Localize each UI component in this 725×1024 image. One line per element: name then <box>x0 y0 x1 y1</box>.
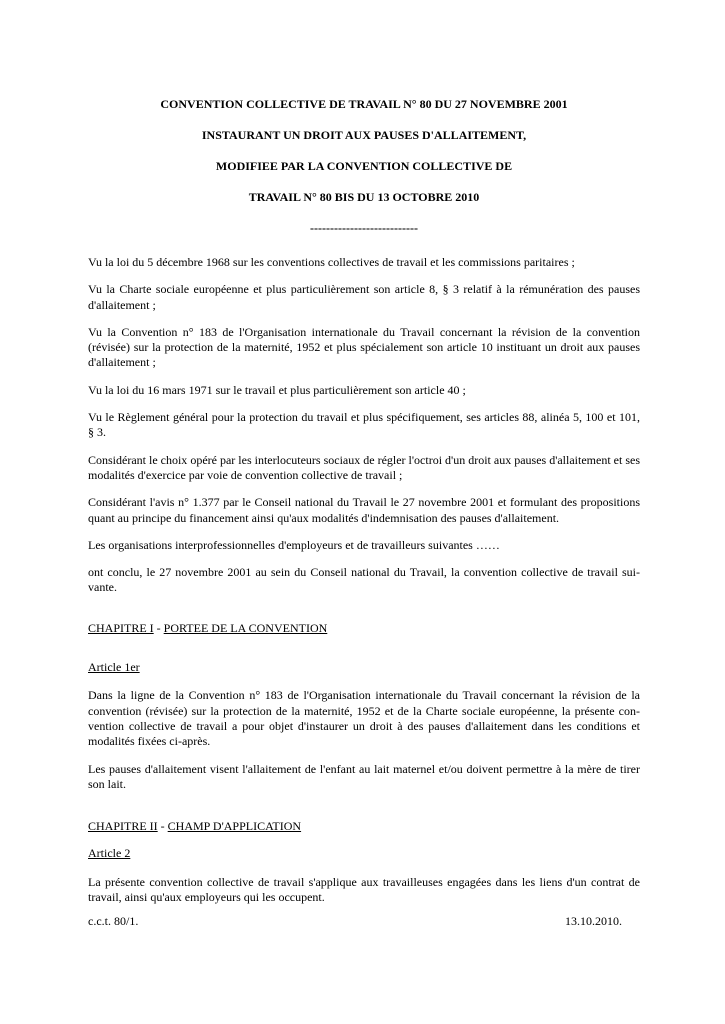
chapter-2-dash: - <box>157 819 168 834</box>
page-footer <box>88 914 622 929</box>
title-line-2: INSTAURANT UN DROIT AUX PAUSES D'ALLAITEMENT, <box>201 128 527 142</box>
chapter-1-title: PORTEE DE LA CONVENTION <box>163 620 328 635</box>
document-header <box>88 97 640 235</box>
preamble-paragraph: Vu la loi du 5 décembre 1968 sur les conventions collectives de travail et les commissions paritaires ; <box>88 255 575 269</box>
article-2-paragraph: La présente convention collective de travail s'applique aux travailleuses engagées dans les liens d'un contrat de travail, ainsi qu'aux employeurs qui les occupent. <box>88 874 640 905</box>
preamble-paragraph: Vu la Charte sociale européenne et plus particulièrement son article 8, § 3 relatif à la rémunération des pauses d'allaitement ; <box>88 282 640 312</box>
preamble-paragraph: ont conclu, le 27 novembre 2001 au sein du Conseil national du Travail, la convention collective de travail sui-vante. <box>88 565 640 595</box>
chapter-1-heading <box>88 621 640 636</box>
preamble-paragraph: Les organisations interprofessionnelles d'employeurs et de travailleurs suivantes …… <box>88 537 500 552</box>
article-2-heading: Article 2 <box>88 846 131 861</box>
preamble-paragraph: Considérant l'avis n° 1.377 par le Conseil national du Travail le 27 novembre 2001 et formulant des propositions quant au principe du financement ainsi qu'aux modalités d'indemnisation des pauses d'allaitement. <box>88 495 640 525</box>
article-1-paragraph: Dans la ligne de la Convention n° 183 de l'Organisation internationale du Travail concernant la révision de la convention (révisée) sur la protection de la maternité, 1952 et de la Charte sociale européenne, la présente con-vention collective de travail a pour objet d'instaurer un droit à des pauses d'allaitement dans les conditions et modalités fixées ci-après. <box>88 688 640 749</box>
title-line-4: TRAVAIL N° 80 BIS DU 13 OCTOBRE 2010 <box>248 190 480 204</box>
title-separator: --------------------------- <box>310 221 418 235</box>
chapter-2-heading <box>88 819 640 834</box>
document-body <box>88 255 640 917</box>
preamble-paragraph: Vu le Règlement général pour la protection du travail et plus spécifiquement, ses articles 88, alinéa 5, 100 et 101, § 3. <box>88 410 640 440</box>
preamble-paragraph: Vu la loi du 16 mars 1971 sur le travail et plus particulièrement son article 40 ; <box>88 382 466 397</box>
article-1-paragraph: Les pauses d'allaitement visent l'allaitement de l'enfant au lait maternel et/ou doivent permettre à la mère de tirer son lait. <box>88 761 640 791</box>
title-line-3: MODIFIEE PAR LA CONVENTION COLLECTIVE DE <box>215 159 513 173</box>
chapter-1-dash: - <box>153 620 164 635</box>
preamble-paragraph: Vu la Convention n° 183 de l'Organisation internationale du Travail concernant la révision de la convention (révisée) sur la protection de la maternité, 1952 et plus spécialement son article 10 instituant un droit aux pauses d'allaitement ; <box>88 324 640 370</box>
footer-date: 13.10.2010. <box>565 914 622 928</box>
footer-reference: c.c.t. 80/1. <box>88 914 139 928</box>
chapter-2-label: CHAPITRE II <box>88 819 158 834</box>
chapter-1-label: CHAPITRE I <box>88 620 154 635</box>
title-line-1: CONVENTION COLLECTIVE DE TRAVAIL N° 80 DU 27 NOVEMBRE 2001 <box>160 97 568 111</box>
article-1-heading: Article 1er <box>88 660 140 675</box>
preamble-paragraph: Considérant le choix opéré par les interlocuteurs sociaux de régler l'octroi d'un droit aux pauses d'allaitement et ses modalités d'exercice par voie de convention collective de travail ; <box>88 452 640 482</box>
chapter-2-title: CHAMP D'APPLICATION <box>167 819 302 834</box>
